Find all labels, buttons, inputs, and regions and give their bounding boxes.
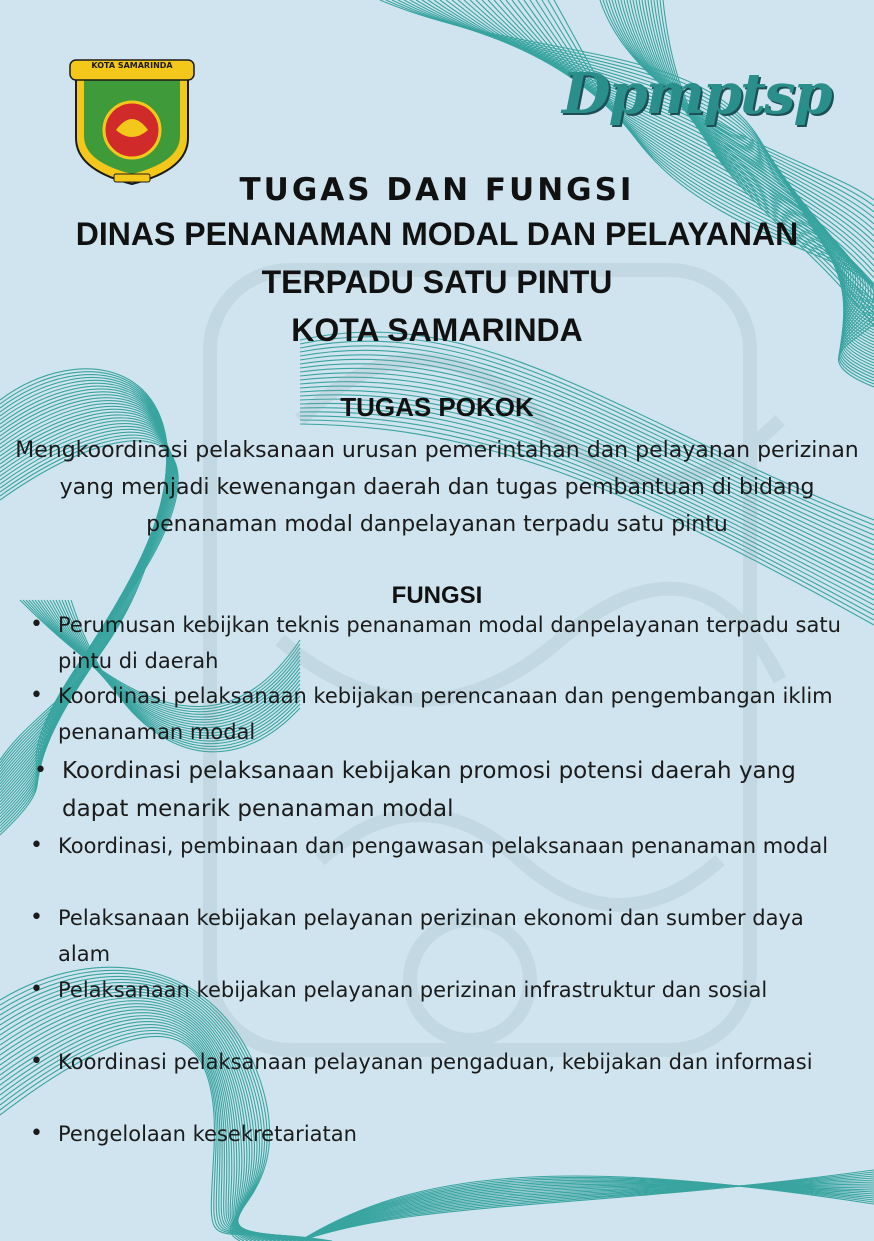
tugas-pokok-text: Mengkoordinasi pelaksanaan urusan pemerintahan dan pelayanan perizinan yang menjadi kewenangan daerah dan tugas pembantuan di bidang penanaman modal danpelayanan terpadu satu pintu: [15, 438, 859, 537]
list-item: • Perumusan kebijkan teknis penanaman modal danpelayanan terpadu satu pintu di daerah: [58, 607, 858, 679]
page-title: TUGAS DAN FUNGSI: [239, 172, 635, 208]
fungsi-heading: FUNGSI: [391, 582, 483, 609]
list-item: • Koordinasi pelaksanaan kebijakan promosi potensi daerah yang dapat menarik penanaman modal: [62, 752, 862, 828]
subtitle-line-1: DINAS PENANAMAN MODAL DAN PELAYANAN: [75, 216, 799, 252]
list-item: • Pelaksanaan kebijakan pelayanan perizinan ekonomi dan sumber daya alam: [58, 900, 858, 972]
list-item: • Koordinasi pelaksanaan pelayanan pengaduan, kebijakan dan informasi: [58, 1044, 858, 1080]
subtitle-line-3: KOTA SAMARINDA: [291, 312, 583, 348]
dpmptsp-brand-logo: [562, 48, 840, 140]
brand-logo-text: Dpmptsp: [562, 61, 831, 127]
list-item: • Pelaksanaan kebijakan pelayanan perizinan infrastruktur dan sosial: [58, 972, 858, 1008]
tugas-pokok-heading: TUGAS POKOK: [340, 392, 534, 422]
subtitle-line-2: TERPADU SATU PINTU: [261, 264, 613, 300]
list-item: • Koordinasi, pembinaan dan pengawasan pelaksanaan penanaman modal: [58, 828, 858, 864]
emblem-banner-text: KOTA SAMARINDA: [91, 61, 173, 70]
list-item: • Koordinasi pelaksanaan kebijakan perencanaan dan pengembangan iklim penanaman modal: [58, 678, 858, 750]
list-item: • Pengelolaan kesekretariatan: [58, 1116, 858, 1152]
kota-samarinda-emblem-icon: [66, 50, 198, 186]
